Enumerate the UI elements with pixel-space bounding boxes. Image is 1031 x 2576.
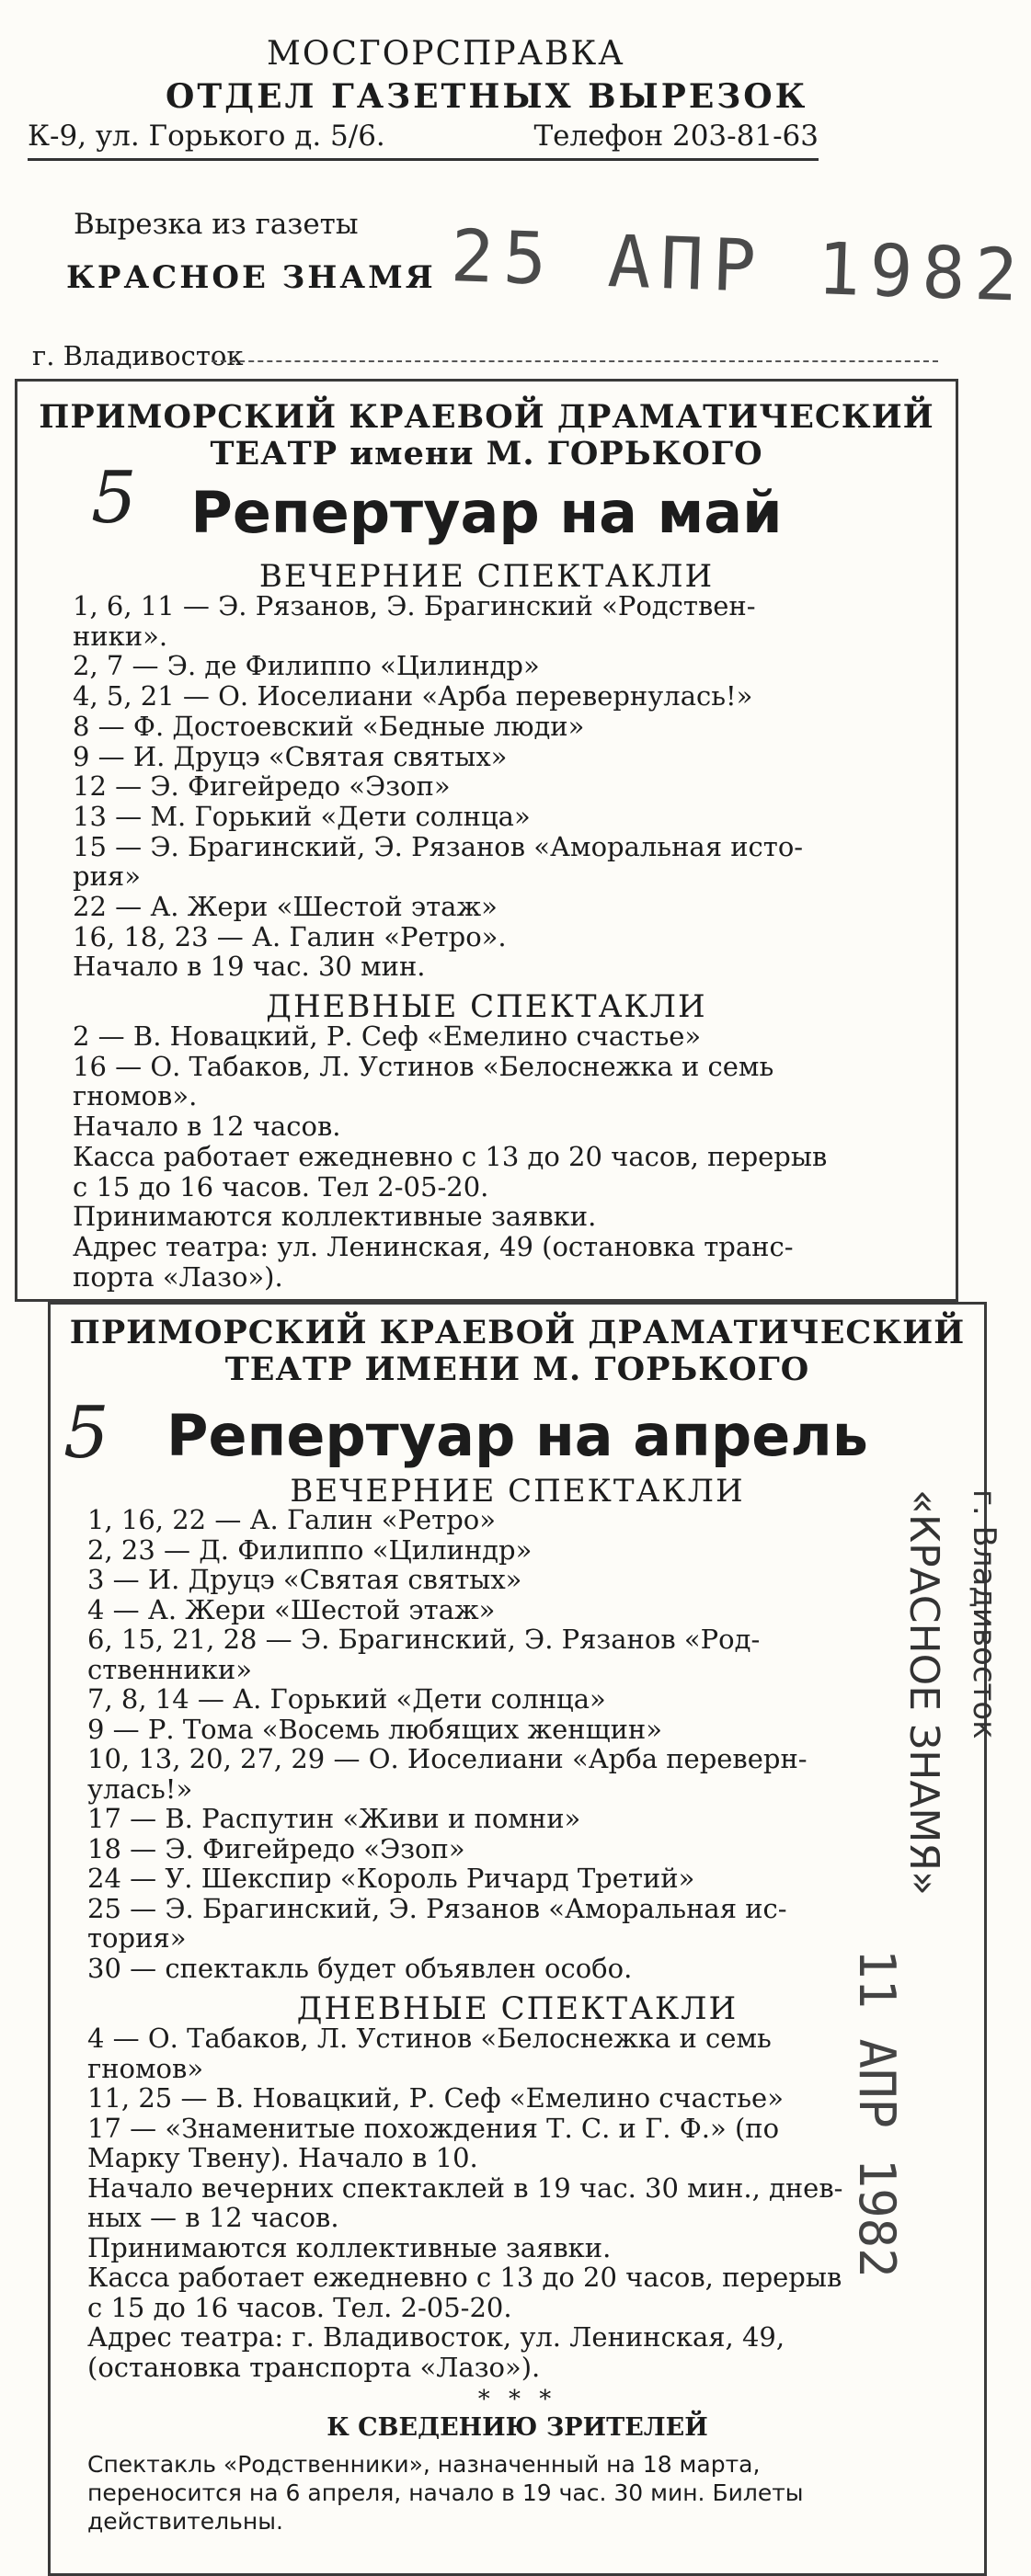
stamp-date: 25 АПР 1982 (449, 215, 1028, 318)
repertoire-title: Репертуар на май (190, 479, 783, 546)
listing-line: с 15 до 16 часов. Тел 2-05-20. (73, 1170, 489, 1203)
listing-line: 2 — В. Новацкий, Р. Сеф «Емелино счастье» (73, 1020, 702, 1052)
listing-line: 12 — Э. Фигейредо «Эзоп» (73, 770, 451, 803)
repertoire-title: Репертуар на апрель (166, 1402, 868, 1469)
listing-line: гномов». (73, 1080, 198, 1112)
evening-heading: ВЕЧЕРНИЕ СПЕКТАКЛИ (290, 1473, 745, 1510)
clip-from-label: Вырезка из газеты (74, 208, 359, 241)
theater-name-line2: ТЕАТР ИМЕНИ М. ГОРЬКОГО (224, 1351, 810, 1388)
listing-line: 1, 16, 22 — А. Галин «Ретро» (87, 1504, 496, 1535)
stamp-city: г. Владивосток (32, 340, 244, 371)
listing-line: с 15 до 16 часов. Тел. 2-05-20. (87, 2291, 512, 2323)
listing-line: Начало в 12 часов. (73, 1111, 341, 1143)
side-stamp-city: г. Владивосток (966, 1489, 1002, 1739)
listing-line: 16 — О. Табаков, Л. Устинов «Белоснежка и семь (73, 1050, 774, 1082)
listing-line: 2, 7 — Э. де Филиппо «Цилиндр» (73, 650, 540, 682)
listing-line: 9 — Р. Тома «Восемь любящих женщин» (87, 1713, 663, 1745)
day-heading: ДНЕВНЫЕ СПЕКТАКЛИ (266, 988, 707, 1025)
listing-line: Спектакль «Родственники», назначенный на 18 марта, (87, 2451, 761, 2478)
side-stamp (848, 1453, 1030, 2280)
listing-line: гномов» (87, 2052, 204, 2084)
listing-line: Адрес театра: г. Владивосток, ул. Ленинская, 49, (87, 2321, 785, 2353)
listing-line: тория» (87, 1922, 187, 1954)
stamp-org: МОСГОРСПРАВКА (267, 35, 625, 73)
listing-line: 4 — А. Жери «Шестой этаж» (87, 1593, 496, 1625)
stamp-address: К-9, ул. Горького д. 5/6. (28, 120, 385, 153)
listing-line: (остановка транспорта «Лазо»). (87, 2351, 541, 2383)
listing-line: 15 — Э. Брагинский, Э. Рязанов «Аморальная исто- (73, 830, 804, 862)
evening-list (87, 1505, 808, 1983)
day-heading: ДНЕВНЫЕ СПЕКТАКЛИ (296, 1990, 739, 2027)
listing-line: 1, 6, 11 — Э. Рязанов, Э. Брагинский «Родствен- (73, 590, 756, 621)
separator-stars: * * * (477, 2386, 557, 2413)
listing-line: ники». (73, 620, 168, 652)
listing-line: рия» (73, 861, 141, 893)
listing-line: 17 — В. Распутин «Живи и помни» (87, 1803, 581, 1834)
listing-line: ственники» (87, 1653, 252, 1685)
listing-line: Начало вечерних спектаклей в 19 час. 30 мин., днев- (87, 2171, 843, 2204)
notice-title: К СВЕДЕНИЮ ЗРИТЕЛЕЙ (326, 2413, 708, 2442)
listing-line: Касса работает ежедневно с 13 до 20 часов, перерыв (73, 1140, 828, 1172)
listing-line: 16, 18, 23 — А. Галин «Ретро». (73, 920, 507, 952)
listing-line: 9 — И. Друцэ «Святая святых» (73, 740, 508, 772)
listing-line: Принимаются коллективные заявки. (87, 2231, 612, 2263)
listing-line: 17 — «Знаменитые похождения Т. С. и Г. Ф.» (по (87, 2112, 780, 2144)
listing-line: Принимаются коллективные заявки. (73, 1201, 597, 1233)
listing-line: 25 — Э. Брагинский, Э. Рязанов «Аморальная ис- (87, 1892, 787, 1924)
day-list (73, 1021, 827, 1292)
listing-line: 4, 5, 21 — О. Иоселиани «Арба перевернулась!» (73, 680, 753, 712)
day-list (87, 2023, 842, 2382)
theater-name-line1: ПРИМОРСКИЙ КРАЕВОЙ ДРАМАТИЧЕСКИЙ (69, 1314, 966, 1351)
listing-line: 4 — О. Табаков, Л. Устинов «Белоснежка и семь (87, 2023, 772, 2054)
listing-line: ных — в 12 часов. (87, 2202, 339, 2233)
side-stamp-newspaper: «КРАСНОЕ ЗНАМЯ» (900, 1489, 947, 1896)
clipping-april (48, 1302, 987, 2576)
listing-line: Начало в 19 час. 30 мин. (73, 951, 426, 983)
listing-line: Адрес театра: ул. Ленинская, 49 (остановка транс- (73, 1230, 794, 1262)
theater-name-line2: ТЕАТР имени М. ГОРЬКОГО (210, 435, 763, 473)
listing-line: 7, 8, 14 — А. Горький «Дети солнца» (87, 1683, 606, 1715)
listing-line: 3 — И. Друцэ «Святая святых» (87, 1564, 522, 1595)
listing-line: переносится на 6 апреля, начало в 19 час. 30 мин. Билеты (87, 2479, 804, 2506)
evening-heading: ВЕЧЕРНИЕ СПЕКТАКЛИ (258, 558, 715, 595)
listing-line: Марку Твену). Начало в 10. (87, 2142, 478, 2173)
listing-line: 22 — А. Жери «Шестой этаж» (73, 891, 498, 923)
theater-name-line1: ПРИМОРСКИЙ КРАЕВОЙ ДРАМАТИЧЕСКИЙ (39, 398, 934, 436)
newspaper-name: КРАСНОЕ ЗНАМЯ (66, 259, 436, 296)
stamp-phone: Телефон 203-81-63 (533, 120, 819, 153)
listing-line: действительны. (87, 2508, 283, 2535)
listing-line: 11, 25 — В. Новацкий, Р. Сеф «Емелино счастье» (87, 2082, 784, 2114)
listing-line: 2, 23 — Д. Филиппо «Цилиндр» (87, 1533, 533, 1566)
stamp-address-line (28, 120, 819, 161)
listing-line: 30 — спектакль будет объявлен особо. (87, 1952, 633, 1984)
stamp-dept: ОТДЕЛ ГАЗЕТНЫХ ВЫРЕЗОК (166, 77, 808, 116)
listing-line: 24 — У. Шекспир «Король Ричард Третий» (87, 1863, 695, 1894)
handwritten-mark: 5 (91, 457, 137, 540)
listing-line: улась!» (87, 1772, 193, 1805)
side-stamp-date: 11 АПР 1982 (848, 1949, 906, 2278)
listing-line: 8 — Ф. Достоевский «Бедные люди» (73, 710, 585, 742)
listing-line: 18 — Э. Фигейредо «Эзоп» (87, 1832, 465, 1864)
listing-line: Касса работает ежедневно с 13 до 20 часов, перерыв (87, 2262, 842, 2293)
notice-text (87, 2450, 804, 2536)
city-divider (212, 360, 938, 362)
evening-list (73, 591, 803, 982)
clipping-may (15, 379, 958, 1302)
handwritten-mark: 5 (63, 1392, 109, 1475)
listing-line: 13 — М. Горький «Дети солнца» (73, 800, 531, 832)
listing-line: 10, 13, 20, 27, 29 — О. Иоселиани «Арба переверн- (87, 1743, 808, 1774)
listing-line: 6, 15, 21, 28 — Э. Брагинский, Э. Рязанов «Род- (87, 1624, 761, 1655)
listing-line: порта «Лазо»). (73, 1260, 283, 1293)
